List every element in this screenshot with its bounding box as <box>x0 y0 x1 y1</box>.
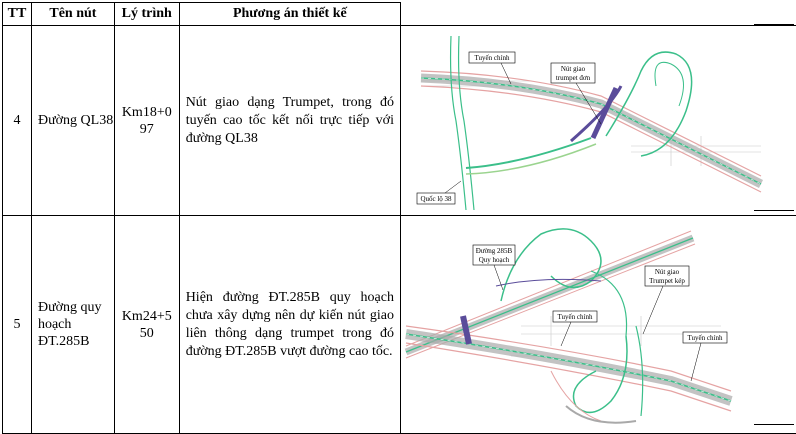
header-phuong-an: Phương án thiết kế <box>179 3 400 26</box>
svg-text:Nút giao: Nút giao <box>655 268 680 276</box>
label-quoc-lo-38 <box>417 181 461 204</box>
interchange-diagram-ql38 <box>401 26 796 210</box>
label-nut-giao-trumpet-kep <box>643 266 689 334</box>
label-tuyen-chinh-right <box>683 332 727 381</box>
row-figure-cell <box>400 26 796 216</box>
table-row <box>3 216 796 434</box>
table-row <box>3 26 796 216</box>
svg-text:Tuyến chính: Tuyến chính <box>475 54 510 62</box>
row-figure-cell <box>400 216 796 434</box>
row-phuong-an: Nút giao dạng Trumpet, trong đó tuyến cao tốc kết nối trực tiếp với đường QL38 <box>179 26 400 216</box>
row-ten-nut: Đường QL38 <box>31 26 114 216</box>
row-ten-nut: Đường quy hoạch ĐT.285B <box>31 216 114 434</box>
label-tuyen-chinh-left <box>553 311 597 346</box>
svg-text:Quy hoạch: Quy hoạch <box>479 256 510 264</box>
interchange-diagram-dt285b <box>401 216 796 428</box>
row-tt: 5 <box>3 216 32 434</box>
svg-text:Nút giao: Nút giao <box>561 65 586 73</box>
row-ly-trinh: Km18+097 <box>114 26 179 216</box>
header-ten-nut: Tên nút <box>31 3 114 26</box>
svg-text:trumpet đơn: trumpet đơn <box>556 74 591 82</box>
svg-text:Tuyến chính: Tuyến chính <box>558 313 593 321</box>
svg-text:Đường 285B: Đường 285B <box>476 247 513 255</box>
svg-text:Trumpet kép: Trumpet kép <box>649 277 685 285</box>
header-figure-blank <box>400 3 796 26</box>
row-ly-trinh: Km24+550 <box>114 216 179 434</box>
header-right-border <box>754 24 794 25</box>
design-table <box>2 2 796 434</box>
row-divider-right <box>754 210 794 211</box>
header-ly-trinh: Lý trình <box>114 3 179 26</box>
svg-text:Tuyến chính: Tuyến chính <box>688 334 723 342</box>
row-phuong-an: Hiện đường ĐT.285B quy hoạch chưa xây dựng nên dự kiến nút giao liên thông dạng trumpet trong đó đường ĐT.285B vượt đường cao tốc. <box>179 216 400 434</box>
bottom-right-border <box>754 424 794 425</box>
header-tt: TT <box>3 3 32 26</box>
svg-text:Quốc lộ 38: Quốc lộ 38 <box>420 195 452 203</box>
row-tt: 4 <box>3 26 32 216</box>
table-header-row <box>3 3 796 26</box>
